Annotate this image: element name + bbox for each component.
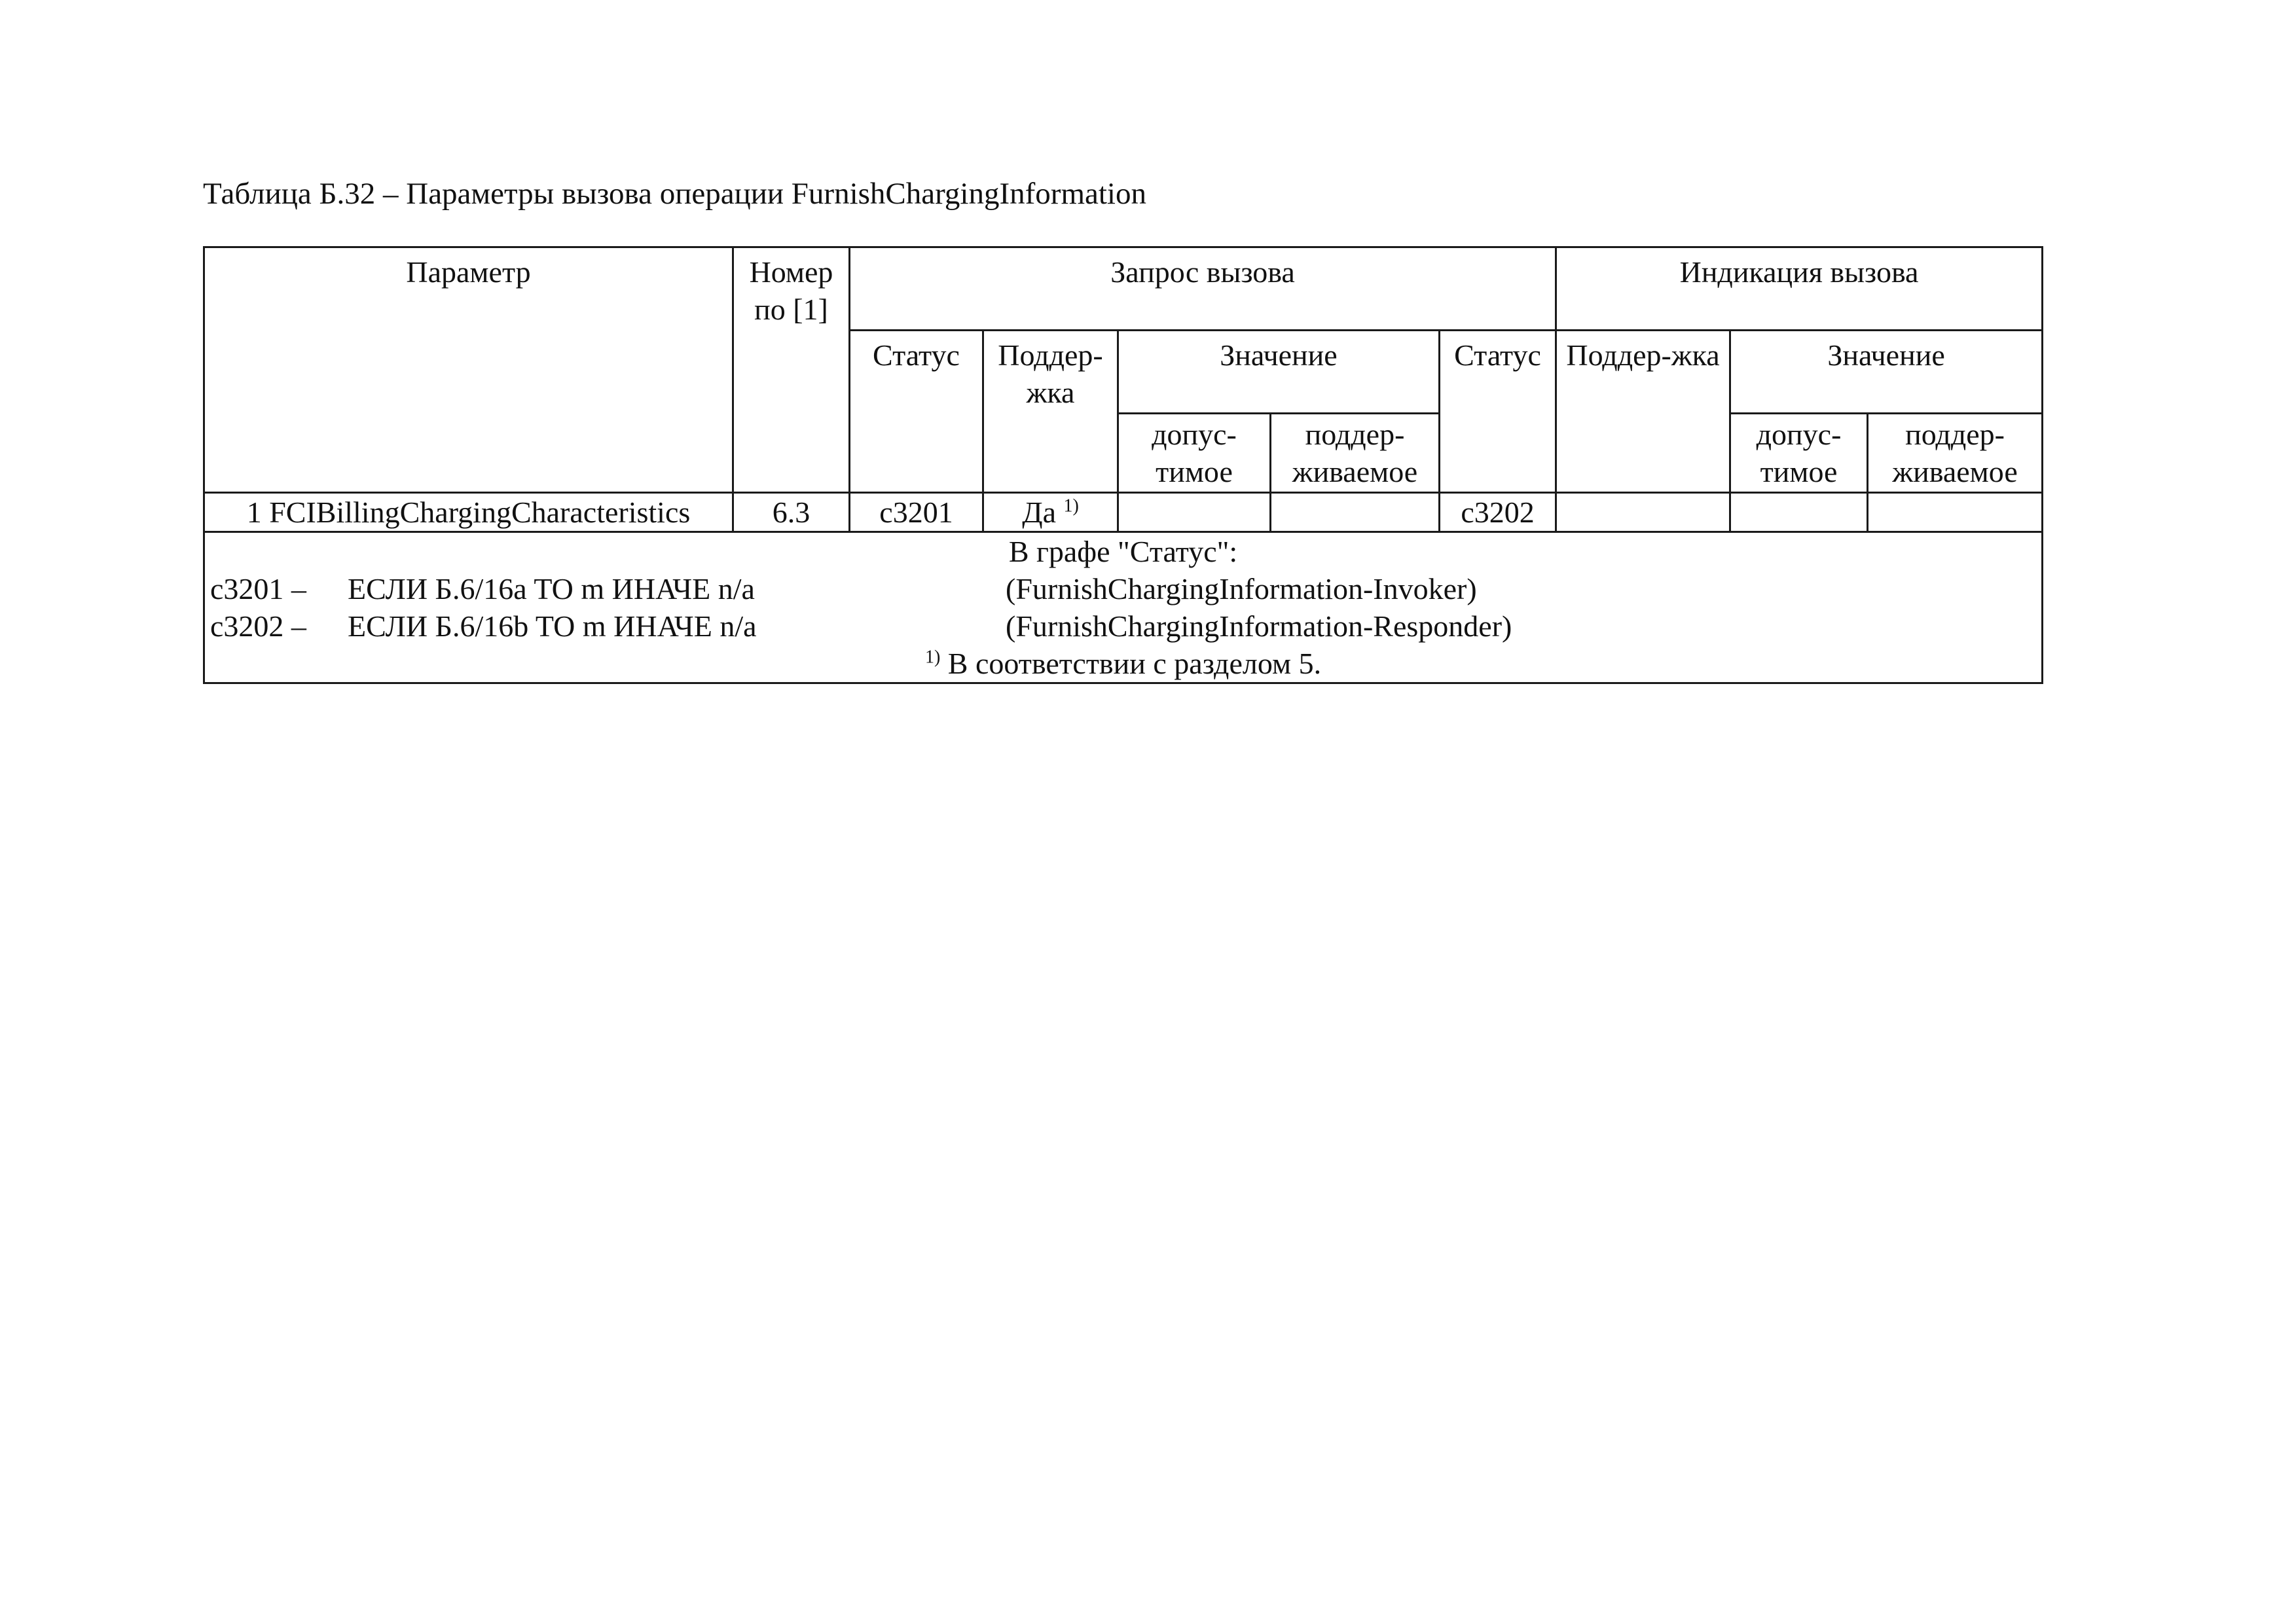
header-request-allowed: допус-тимое (1118, 414, 1271, 493)
notes-heading: В графе "Статус": (1008, 535, 1238, 568)
cell-request-status: c3201 (850, 493, 983, 532)
header-indication-support: Поддер-жка (1556, 331, 1730, 493)
footnote-text: В соответствии с разделом 5. (947, 647, 1322, 680)
footnote (210, 645, 2036, 682)
parameters-table (203, 246, 2043, 684)
cell-indication-supported (1868, 493, 2043, 532)
header-request-supported: поддер-живаемое (1271, 414, 1440, 493)
footnote-mark: 1) (924, 647, 941, 668)
cell-indication-support (1556, 493, 1730, 532)
header-request-status: Статус (850, 331, 983, 493)
note-condition: ЕСЛИ Б.6/16a TO m ИНАЧЕ n/a (348, 572, 755, 605)
note-role: (FurnishChargingInformation-Responder) (1006, 609, 1512, 643)
header-indication-status: Статус (1440, 331, 1556, 493)
cell-request-support-value: Да (1022, 496, 1056, 529)
notes-cell (204, 532, 2043, 683)
note-role: (FurnishChargingInformation-Invoker) (1006, 572, 1477, 605)
cell-number: 6.3 (733, 493, 850, 532)
table-caption: Таблица Б.32 – Параметры вызова операции FurnishChargingInformation (203, 177, 1146, 211)
footnote-ref: 1) (1063, 496, 1079, 516)
note-item (210, 607, 2036, 645)
header-request-support: Поддер-жка (983, 331, 1118, 493)
cell-parameter: 1 FCIBillingChargingCharacteristics (204, 493, 733, 532)
header-request-group: Запрос вызова (850, 247, 1556, 331)
note-condition: ЕСЛИ Б.6/16b TO m ИНАЧЕ n/a (348, 609, 757, 643)
note-item (210, 570, 2036, 607)
header-parameter: Параметр (204, 247, 733, 493)
cell-indication-allowed (1730, 493, 1868, 532)
cell-request-allowed (1118, 493, 1271, 532)
header-number: Номер по [1] (733, 247, 850, 493)
header-indication-group: Индикация вызова (1556, 247, 2043, 331)
header-indication-allowed: допус-тимое (1730, 414, 1868, 493)
header-indication-supported: поддер-живаемое (1868, 414, 2043, 493)
note-code: c3201 – (210, 572, 306, 605)
cell-indication-status: c3202 (1440, 493, 1556, 532)
cell-request-support (983, 493, 1118, 532)
cell-request-supported (1271, 493, 1440, 532)
header-indication-value: Значение (1730, 331, 2043, 414)
note-code: c3202 – (210, 609, 306, 643)
header-request-value: Значение (1118, 331, 1440, 414)
table-row (204, 493, 2043, 532)
